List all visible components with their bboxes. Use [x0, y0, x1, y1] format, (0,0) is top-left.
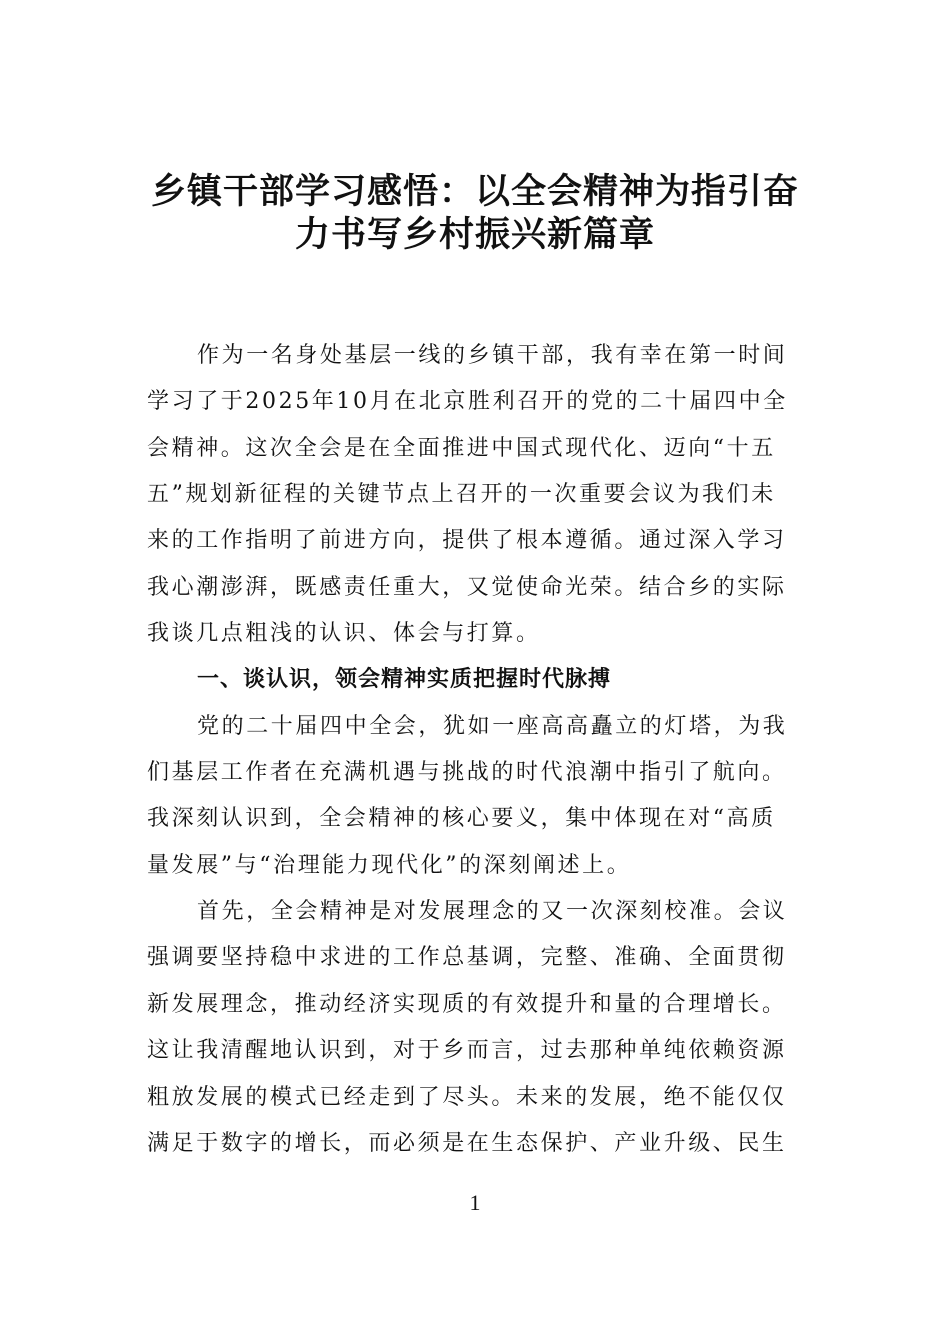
document-title-line-2: 力书写乡村振兴新篇章 [294, 215, 655, 255]
page-number: 1 [469, 1190, 481, 1215]
paragraph-line: 强调要坚持稳中求进的工作总基调，完整、准确、全面贯彻 [147, 945, 787, 971]
paragraph-line: 党的二十届四中全会，犹如一座高高矗立的灯塔，为我 [197, 713, 788, 739]
paragraph-line: 量发展”与“治理能力现代化”的深刻阐述上。 [147, 852, 632, 878]
paragraph-line: 们基层工作者在充满机遇与挑战的时代浪潮中指引了航向。 [147, 760, 787, 786]
paragraph-line: 首先，全会精神是对发展理念的又一次深刻校准。会议 [197, 899, 788, 925]
document-body [147, 338, 811, 1172]
paragraph-line: 我心潮澎湃，既感责任重大，又觉使命光荣。结合乡的实际 [147, 574, 787, 600]
paragraph-line: 来的工作指明了前进方向，提供了根本遵循。通过深入学习 [147, 528, 787, 554]
paragraph-line: 这让我清醒地认识到，对于乡而言，过去那种单纯依赖资源 [147, 1038, 787, 1064]
section-heading: 一、谈认识，领会精神实质把握时代脉搏 [197, 667, 612, 693]
document-title-line-1: 乡镇干部学习感悟：以全会精神为指引奋 [150, 172, 799, 212]
paragraph-line: 五”规划新征程的关键节点上召开的一次重要会议为我们未 [147, 482, 776, 508]
paragraph-line: 满足于数字的增长，而必须是在生态保护、产业升级、民生 [147, 1130, 787, 1156]
paragraph-line: 作为一名身处基层一线的乡镇干部，我有幸在第一时间 [197, 343, 788, 368]
paragraph-line: 新发展理念，推动经济实现质的有效提升和量的合理增长。 [147, 991, 787, 1017]
paragraph-line: 我谈几点粗浅的认识、体会与打算。 [147, 621, 541, 647]
paragraph-line: 粗放发展的模式已经走到了尽头。未来的发展，绝不能仅仅 [147, 1084, 787, 1110]
paragraph-line: 我深刻认识到，全会精神的核心要义，集中体现在对“高质 [147, 806, 776, 832]
paragraph-line: 会精神。这次全会是在全面推进中国式现代化、迈向“十五 [147, 435, 776, 461]
paragraph-line: 学习了于2025年10月在北京胜利召开的党的二十届四中全 [147, 389, 788, 415]
